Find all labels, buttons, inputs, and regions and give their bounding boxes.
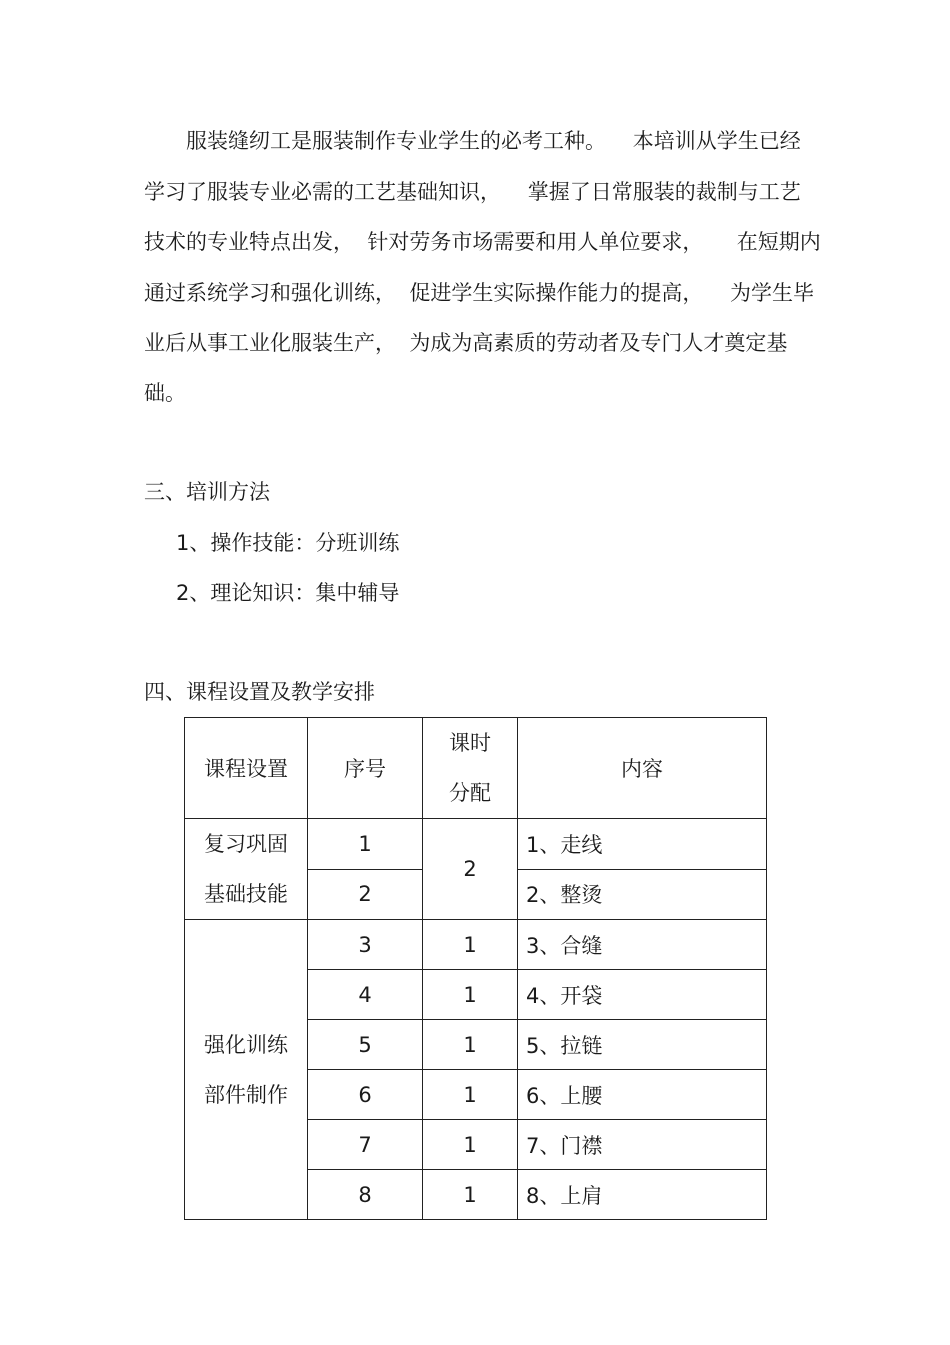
course-schedule-table: [184, 717, 767, 1220]
header-hours-line1: 课时: [449, 731, 491, 755]
header-course: 课程设置: [185, 718, 308, 819]
section-heading-course-schedule: 四、课程设置及教学安排: [144, 680, 375, 704]
course-category-intensive: [185, 920, 308, 1220]
row-content: 6、上腰: [518, 1070, 767, 1120]
row-content: 3、合缝: [518, 920, 767, 970]
section-heading-training-method: 三、培训方法: [144, 480, 270, 504]
table-row: [185, 920, 767, 970]
row-content: 5、拉链: [518, 1020, 767, 1070]
category-line: 复习巩固: [204, 832, 288, 856]
course-category-review: [185, 819, 308, 920]
row-content: 7、门襟: [518, 1120, 767, 1170]
row-hours: 1: [423, 970, 518, 1020]
row-number: 6: [308, 1070, 423, 1120]
row-hours: 2: [423, 819, 518, 920]
intro-line: 业后从事工业化服装生产， 为成为高素质的劳动者及专门人才奠定基: [144, 331, 788, 355]
row-number: 8: [308, 1170, 423, 1220]
header-content: 内容: [518, 718, 767, 819]
header-hours-line2: 分配: [449, 781, 491, 805]
method-item: 1、操作技能：分班训练: [176, 531, 400, 555]
intro-line: 服装缝纫工是服装制作专业学生的必考工种。 本培训从学生已经: [186, 129, 801, 153]
row-number: 7: [308, 1120, 423, 1170]
row-hours: 1: [423, 1020, 518, 1070]
row-number: 3: [308, 920, 423, 970]
category-line: 部件制作: [204, 1082, 288, 1107]
header-number: 序号: [308, 718, 423, 819]
category-line: 基础技能: [204, 882, 288, 906]
row-number: 2: [308, 869, 423, 920]
row-number: 5: [308, 1020, 423, 1070]
row-content: 4、开袋: [518, 970, 767, 1020]
intro-line: 础。: [144, 381, 186, 405]
intro-line: 学习了服装专业必需的工艺基础知识， 掌握了日常服装的裁制与工艺: [144, 180, 801, 204]
category-line: 强化训练: [204, 1032, 288, 1057]
table-row: [185, 819, 767, 870]
intro-line: 通过系统学习和强化训练， 促进学生实际操作能力的提高， 为学生毕: [144, 281, 815, 305]
row-number: 1: [308, 819, 423, 870]
header-hours: [423, 718, 518, 819]
method-item: 2、理论知识：集中辅导: [176, 581, 400, 605]
row-hours: 1: [423, 1120, 518, 1170]
intro-line: 技术的专业特点出发， 针对劳务市场需要和用人单位要求， 在短期内: [144, 230, 821, 254]
row-content: 2、整烫: [518, 869, 767, 920]
row-hours: 1: [423, 920, 518, 970]
row-content: 1、走线: [518, 819, 767, 870]
row-hours: 1: [423, 1170, 518, 1220]
row-number: 4: [308, 970, 423, 1020]
row-content: 8、上肩: [518, 1170, 767, 1220]
table-header-row: [185, 718, 767, 819]
row-hours: 1: [423, 1070, 518, 1120]
